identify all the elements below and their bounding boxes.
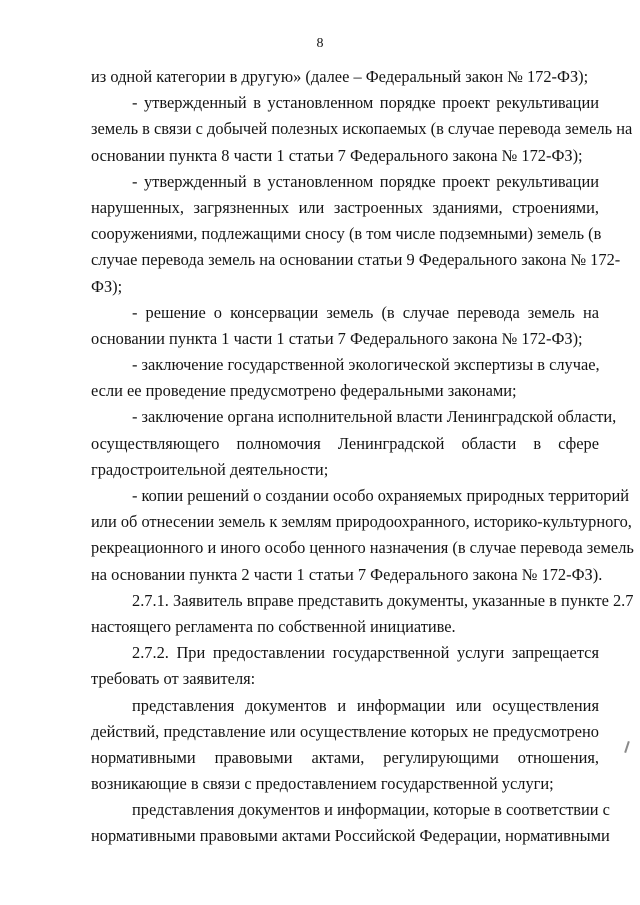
text-line: - заключение государственной экологической экспертизы в случае,	[132, 355, 600, 375]
text-line: основании пункта 1 части 1 статьи 7 Федерального закона № 172-ФЗ);	[91, 328, 583, 348]
text-line: из одной категории в другую» (далее – Федеральный закон № 172-ФЗ);	[91, 67, 589, 86]
body-text	[91, 64, 634, 850]
text-line: на основании пункта 2 части 1 статьи 7 Федерального закона № 172-ФЗ).	[91, 564, 603, 584]
page-number: 8	[316, 36, 324, 51]
text-line: действий, представление или осуществление которых не предусмотрено	[91, 721, 599, 741]
text-line: настоящего регламента по собственной инициативе.	[91, 616, 456, 636]
text-line: нормативными правовыми актами, регулирующими отношения,	[91, 747, 599, 767]
text-line: основании пункта 8 части 1 статьи 7 Федерального закона № 172-ФЗ);	[91, 145, 583, 165]
text-line: - копии решений о создании особо охраняемых природных территорий	[132, 486, 630, 505]
text-line: если ее проведение предусмотрено федеральными законами;	[91, 381, 517, 401]
text-line: нарушенных, загрязненных или застроенных зданиями, строениями,	[91, 197, 599, 217]
text-line: представления документов и информации, которые в соответствии с	[132, 800, 610, 820]
text-line: требовать от заявителя:	[91, 669, 256, 689]
text-line: сооружениями, подлежащими сносу (в том числе подземными) земель (в	[91, 224, 602, 244]
text-line: ФЗ);	[91, 276, 123, 296]
text-line: или об отнесении земель к землям природоохранного, историко-культурного,	[91, 512, 632, 532]
text-line: - утвержденный в установленном порядке проект рекультивации	[132, 171, 599, 191]
text-line: возникающие в связи с предоставлением государственной услуги;	[91, 774, 554, 794]
text-line: 2.7.2. При предоставлении государственной услуги запрещается	[132, 643, 599, 663]
text-line: представления документов и информации или осуществления	[132, 695, 599, 715]
text-line: - утвержденный в установленном порядке проект рекультивации	[132, 93, 599, 113]
text-line: нормативными правовыми актами Российской Федерации, нормативными	[91, 826, 610, 846]
text-line: земель в связи с добычей полезных ископаемых (в случае перевода земель на	[91, 119, 633, 139]
text-line: случае перевода земель на основании статьи 9 Федерального закона № 172-	[91, 250, 621, 270]
text-line: рекреационного и иного особо ценного назначения (в случае перевода земель	[91, 538, 634, 558]
text-line: осуществляющего полномочия Ленинградской области в сфере	[91, 433, 599, 453]
text-line: - заключение органа исполнительной власти Ленинградской области,	[132, 407, 617, 427]
text-line: - решение о консервации земель (в случае перевода земель на	[132, 302, 599, 322]
text-line: 2.7.1. Заявитель вправе представить документы, указанные в пункте 2.7	[132, 590, 634, 610]
margin-mark	[624, 741, 630, 753]
text-line: градостроительной деятельности;	[91, 459, 329, 479]
